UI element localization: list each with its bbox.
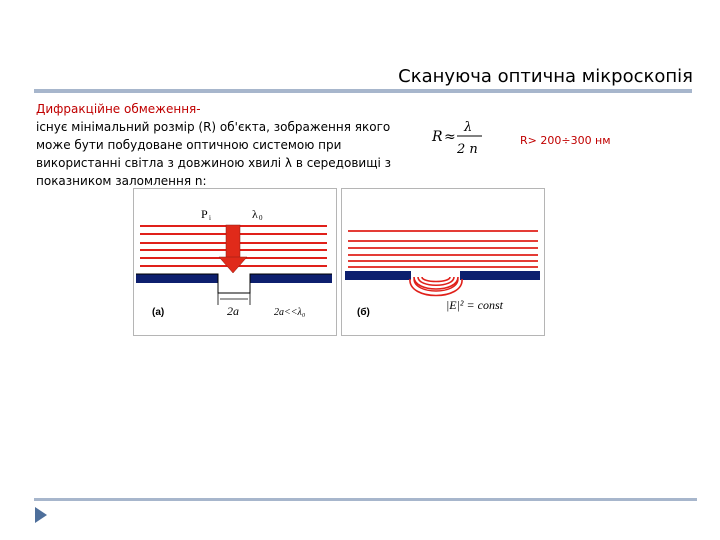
navigation-arrow-icon[interactable] [35,507,47,523]
title-divider [34,89,692,93]
evanescent-field-line [422,277,450,282]
resolution-formula [430,112,510,162]
text-line-4: показником заломлення n: [36,174,207,188]
label-lambda: λ [252,207,258,221]
text-line-2: може бути побудоване оптичною системою при [36,138,342,152]
figure-a [133,188,337,336]
incident-arrow-shaft [226,225,240,258]
figure-a-drawing [134,189,336,335]
label-field-const: |E|² = const [446,298,503,312]
formula-approx: ≈ [444,129,456,145]
label-panel-b: (б) [357,307,370,318]
formula-lhs: R [432,129,443,145]
screen-right [250,274,332,283]
screen-left [345,271,411,280]
label-condition: 2a<<λ₀ [274,307,306,318]
heading-diffraction-limit: Дифракційне обмеження- [36,102,201,116]
label-p: P [201,207,208,221]
text-line-1: існує мінімальний розмір (R) об'єкта, зображення якого [36,120,391,134]
figure-b-drawing [342,189,544,335]
label-2a: 2a [227,304,239,318]
label-lambda-subscript: 0 [259,214,263,222]
formula-numerator: λ [464,120,473,135]
slide-title: Скануюча оптична мікроскопія [398,66,693,87]
text-line-3: використанні світла з довжиною хвилі λ в середовищі з [36,156,392,170]
formula-denominator: 2 n [457,142,478,157]
label-panel-a: (a) [152,307,165,318]
screen-left [136,274,218,283]
screen-right [460,271,540,280]
text-block [36,100,421,190]
figure-b [341,188,545,336]
label-p-subscript: i [209,214,211,222]
resolution-value: R> 200÷300 нм [520,134,611,147]
footer-divider [34,498,697,501]
